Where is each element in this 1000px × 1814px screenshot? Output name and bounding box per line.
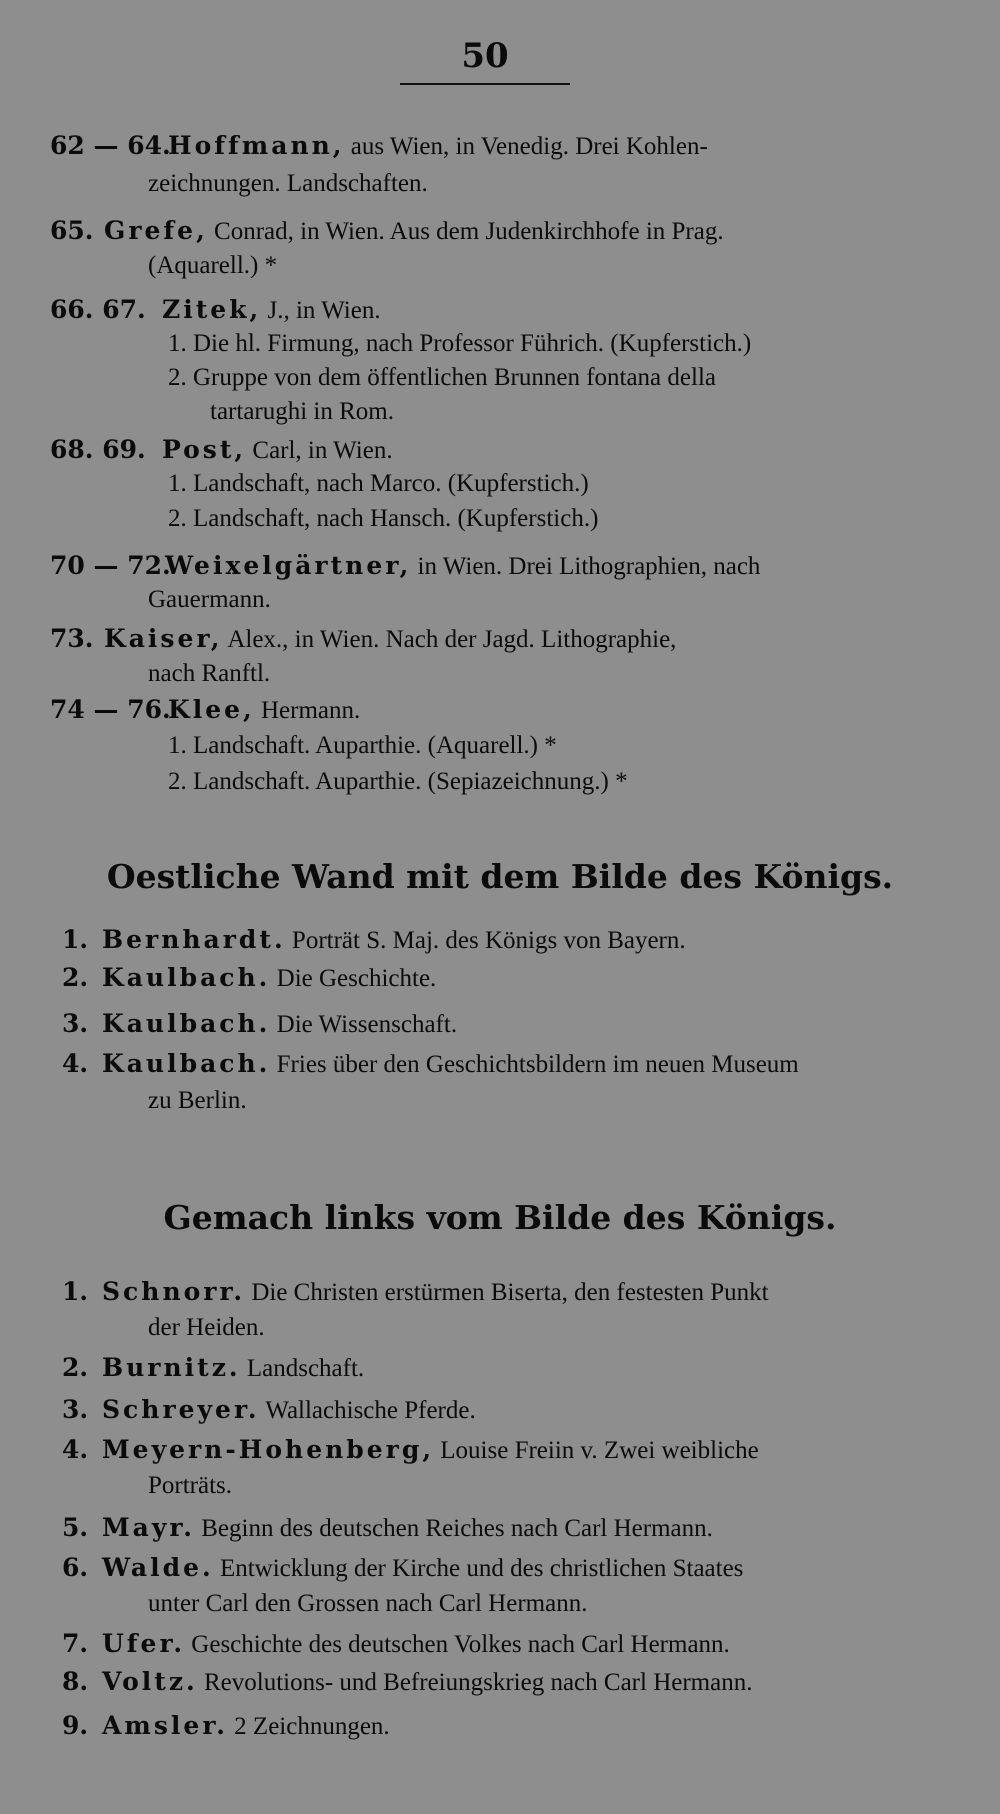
entry-text: Porträt S. Maj. des Königs von Bayern.	[285, 927, 686, 954]
entry-continuation: Porträts.	[148, 1472, 233, 1499]
entry-continuation: zeichnungen. Landschaften.	[148, 170, 428, 197]
entry-text: Landschaft.	[240, 1355, 365, 1382]
sub-item: 2. Landschaft, nach Hansch. (Kupferstich.)	[168, 505, 599, 532]
sub-item: 1. Landschaft. Auparthie. (Aquarell.) *	[168, 732, 557, 759]
entry-continuation: zu Berlin.	[148, 1087, 247, 1114]
entry-number: 2.	[62, 1353, 89, 1382]
artist-name: Burnitz.	[102, 1353, 241, 1382]
entry-text: Fries über den Geschichtsbildern im neuen Museum	[270, 1051, 799, 1078]
artist-name: Voltz.	[102, 1667, 198, 1696]
artist-name: Amsler.	[102, 1711, 228, 1740]
entry-continuation: unter Carl den Grossen nach Carl Hermann.	[148, 1590, 588, 1617]
entry-number: 68. 69.	[50, 435, 146, 464]
artist-name: Grefe,	[104, 216, 208, 245]
entry-text: Alex., in Wien. Nach der Jagd. Lithographie,	[222, 626, 677, 653]
entry-text: Conrad, in Wien. Aus dem Judenkirchhofe in Prag.	[207, 218, 724, 245]
artist-name: Klee,	[168, 695, 255, 724]
artist-name: Post,	[162, 435, 247, 464]
entry-number: 7.	[62, 1629, 89, 1658]
artist-name: Schnorr.	[102, 1277, 246, 1306]
entry-number: 4.	[62, 1049, 89, 1078]
section-heading-left-chamber: Gemach links vom Bilde des Königs.	[163, 1198, 837, 1237]
entry-number: 65.	[50, 216, 94, 245]
entry-text: Geschichte des deutschen Volkes nach Carl Hermann.	[185, 1631, 730, 1658]
entry-text: Die Wissenschaft.	[270, 1011, 458, 1038]
entry-text: aus Wien, in Venedig. Drei Kohlen-	[344, 133, 708, 160]
entry-text: J., in Wien.	[261, 297, 381, 324]
entry-continuation: der Heiden.	[148, 1314, 265, 1341]
artist-name: Schreyer.	[102, 1395, 260, 1424]
entry-text: Beginn des deutschen Reiches nach Carl Hermann.	[194, 1515, 713, 1542]
entry-text: in Wien. Drei Lithographien, nach	[411, 553, 761, 580]
entry-number: 5.	[62, 1513, 89, 1542]
entry-text: Die Geschichte.	[270, 965, 437, 992]
sub-item: 2. Landschaft. Auparthie. (Sepiazeichnung.) *	[168, 768, 628, 795]
entry-number: 1.	[62, 1277, 89, 1306]
artist-name: Bernhardt.	[102, 925, 286, 954]
entry-text: Hermann.	[254, 697, 361, 724]
artist-name: Walde.	[102, 1553, 214, 1582]
sub-item: 1. Landschaft, nach Marco. (Kupferstich.)	[168, 470, 589, 497]
entry-text: 2 Zeichnungen.	[227, 1713, 390, 1740]
artist-name: Hoffmann,	[168, 131, 345, 160]
artist-name: Zitek,	[162, 295, 262, 324]
entry-text: Carl, in Wien.	[246, 437, 393, 464]
entry-number: 74 — 76.	[50, 695, 171, 724]
entry-number: 1.	[62, 925, 89, 954]
artist-name: Kaulbach.	[102, 1049, 271, 1078]
entry-number: 9.	[62, 1711, 89, 1740]
entry-text: Louise Freiin v. Zwei weibliche	[434, 1437, 759, 1464]
artist-name: Kaiser,	[104, 624, 223, 653]
entry-number: 8.	[62, 1667, 89, 1696]
entry-continuation: (Aquarell.) *	[148, 252, 278, 279]
entry-number: 62 — 64.	[50, 131, 171, 160]
header-rule	[400, 83, 570, 85]
artist-name: Ufer.	[102, 1629, 186, 1658]
entry-text: Entwicklung der Kirche und des christlichen Staates	[213, 1555, 744, 1582]
entry-number: 3.	[62, 1009, 89, 1038]
sub-item: 1. Die hl. Firmung, nach Professor Führich. (Kupferstich.)	[168, 330, 752, 357]
section-heading-east-wall: Oestliche Wand mit dem Bilde des Königs.	[106, 857, 894, 896]
entry-continuation: nach Ranftl.	[148, 660, 271, 687]
sub-item: 2. Gruppe von dem öffentlichen Brunnen fontana della	[168, 364, 716, 391]
sub-item-continuation: tartarughi in Rom.	[210, 398, 394, 425]
artist-name: Weixelgärtner,	[165, 551, 412, 580]
entry-number: 6.	[62, 1553, 89, 1582]
entry-continuation: Gauermann.	[148, 586, 271, 613]
entry-text: Wallachische Pferde.	[259, 1397, 476, 1424]
entry-number: 73.	[50, 624, 94, 653]
entry-number: 4.	[62, 1435, 89, 1464]
artist-name: Meyern-Hohenberg,	[102, 1435, 435, 1464]
artist-name: Kaulbach.	[102, 1009, 271, 1038]
entry-number: 2.	[62, 963, 89, 992]
artist-name: Mayr.	[102, 1513, 195, 1542]
page-number: 50	[461, 36, 509, 76]
entry-number: 70 — 72.	[50, 551, 171, 580]
entry-number: 3.	[62, 1395, 89, 1424]
entry-text: Die Christen erstürmen Biserta, den festesten Punkt	[245, 1279, 769, 1306]
artist-name: Kaulbach.	[102, 963, 271, 992]
entry-number: 66. 67.	[50, 295, 146, 324]
entry-text: Revolutions- und Befreiungskrieg nach Carl Hermann.	[197, 1669, 753, 1696]
